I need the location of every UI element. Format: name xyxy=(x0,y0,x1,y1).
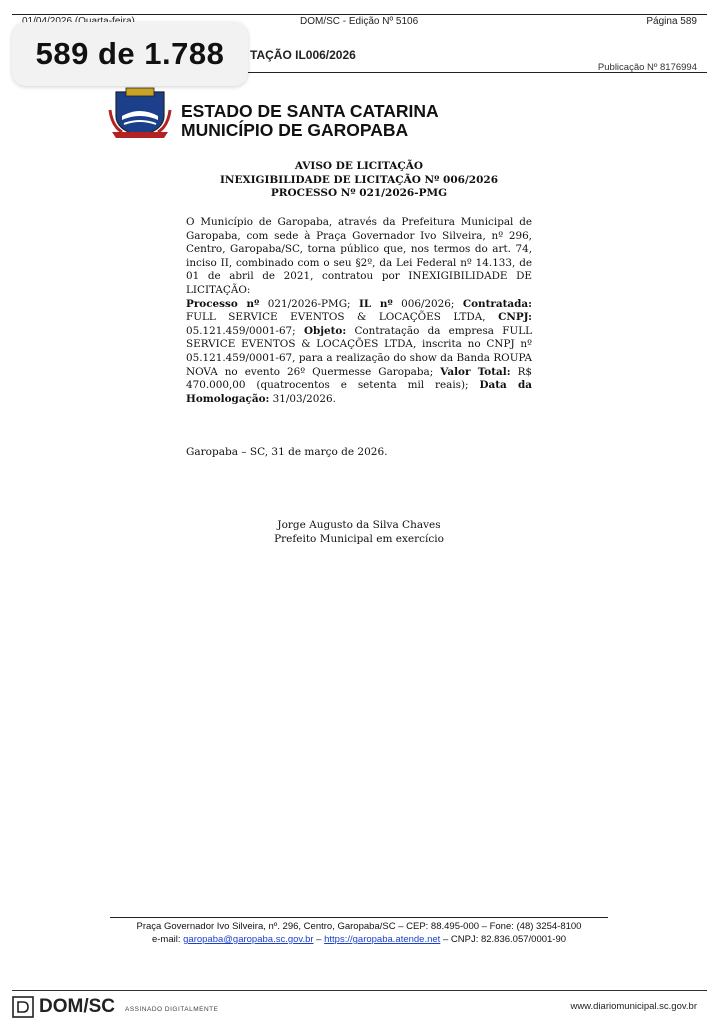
signer-role: Prefeito Municipal em exercício xyxy=(274,532,444,545)
footer-rule xyxy=(110,917,608,918)
il-value: 006/2026; xyxy=(392,297,463,310)
details-paragraph xyxy=(186,298,532,407)
domsc-logo-icon xyxy=(12,996,34,1018)
header-page: Página 589 xyxy=(646,16,697,27)
header-edition: DOM/SC - Edição Nº 5106 xyxy=(300,16,419,27)
brand-tagline: ASSINADO DIGITALMENTE xyxy=(125,1005,219,1013)
domsc-logo xyxy=(12,996,218,1018)
notice-title: AVISO DE LICITAÇÃO xyxy=(294,160,424,172)
valor-value: R$ 470.000,00 (quatrocentos e setenta mil reais); xyxy=(186,365,532,392)
email-link[interactable]: garopaba@garopaba.sc.gov.br xyxy=(183,934,314,945)
objeto-value: Contratação da empresa FULL SERVICE EVENTOS & LOCAÇÕES LTDA, inscrita no CNPJ nº 05.121.459/0001-67, para a realização do show da Banda ROUPA NOVA no evento 26º Quermesse Garopaba; xyxy=(186,324,532,378)
cnpj-label: CNPJ: xyxy=(498,311,532,324)
processo-label: Processo nº xyxy=(186,297,260,310)
footer-contacts xyxy=(100,934,618,945)
objeto-label: Objeto: xyxy=(303,324,347,337)
brand-name: DOM/SC xyxy=(39,996,115,1017)
page-indicator-badge[interactable]: 589 de 1.788 xyxy=(12,22,248,86)
data-label: Data da Homologação: xyxy=(186,379,532,405)
entity-header xyxy=(181,102,439,140)
notice-body xyxy=(186,216,532,406)
website-link[interactable]: https://garopaba.atende.net xyxy=(324,934,441,945)
valor-label: Valor Total: xyxy=(440,365,511,378)
email-prefix: e-mail: xyxy=(151,934,184,945)
il-label: IL nº xyxy=(358,297,393,310)
header-top-rule xyxy=(12,14,707,15)
footer-cnpj: – CNPJ: 82.836.057/0001-90 xyxy=(440,934,567,945)
notice-process: PROCESSO Nº 021/2026-PMG xyxy=(270,187,448,199)
footer-address: Praça Governador Ivo Silveira, nº. 296, Centro, Garopaba/SC – CEP: 88.495-000 – Fone: (48) 3254-8100 xyxy=(136,921,582,932)
notice-heading xyxy=(186,160,532,201)
signature-block xyxy=(186,519,532,546)
site-url[interactable]: www.diariomunicipal.sc.gov.br xyxy=(570,1001,697,1012)
data-value: 31/03/2026. xyxy=(269,392,336,405)
contratada-value: FULL SERVICE EVENTOS & LOCAÇÕES LTDA, xyxy=(186,311,499,324)
notice-subtitle: INEXIGIBILIDADE DE LICITAÇÃO Nº 006/2026 xyxy=(219,173,499,186)
municipality-name: MUNICÍPIO DE GAROPABA xyxy=(181,120,409,140)
bottom-rule xyxy=(12,990,707,991)
processo-value: 021/2026-PMG; xyxy=(259,297,359,310)
cnpj-value: 05.121.459/0001-67; xyxy=(186,324,304,337)
contratada-label: Contratada: xyxy=(462,297,532,310)
municipal-crest-icon xyxy=(108,86,172,138)
footer-separator: – xyxy=(313,934,325,945)
publication-number: Publicação Nº 8176994 xyxy=(597,62,697,73)
act-title: TAÇÃO IL006/2026 xyxy=(250,48,356,62)
signer-name: Jorge Augusto da Silva Chaves xyxy=(277,519,441,531)
intro-paragraph: O Município de Garopaba, através da Prefeitura Municipal de Garopaba, com sede à Praça Governador Ivo Silveira, nº 296, Centro, Garopaba/SC, torna público que, nos termos do art. 74, inciso II, combinado com o seu §2º, da Lei Federal nº 14.133, de 01 de abril de 2021, contratou por INEXIGIBILIDADE DE LICITAÇÃO: xyxy=(186,216,532,296)
place-date: Garopaba – SC, 31 de março de 2026. xyxy=(186,446,388,458)
state-name: ESTADO DE SANTA CATARINA xyxy=(181,101,439,121)
